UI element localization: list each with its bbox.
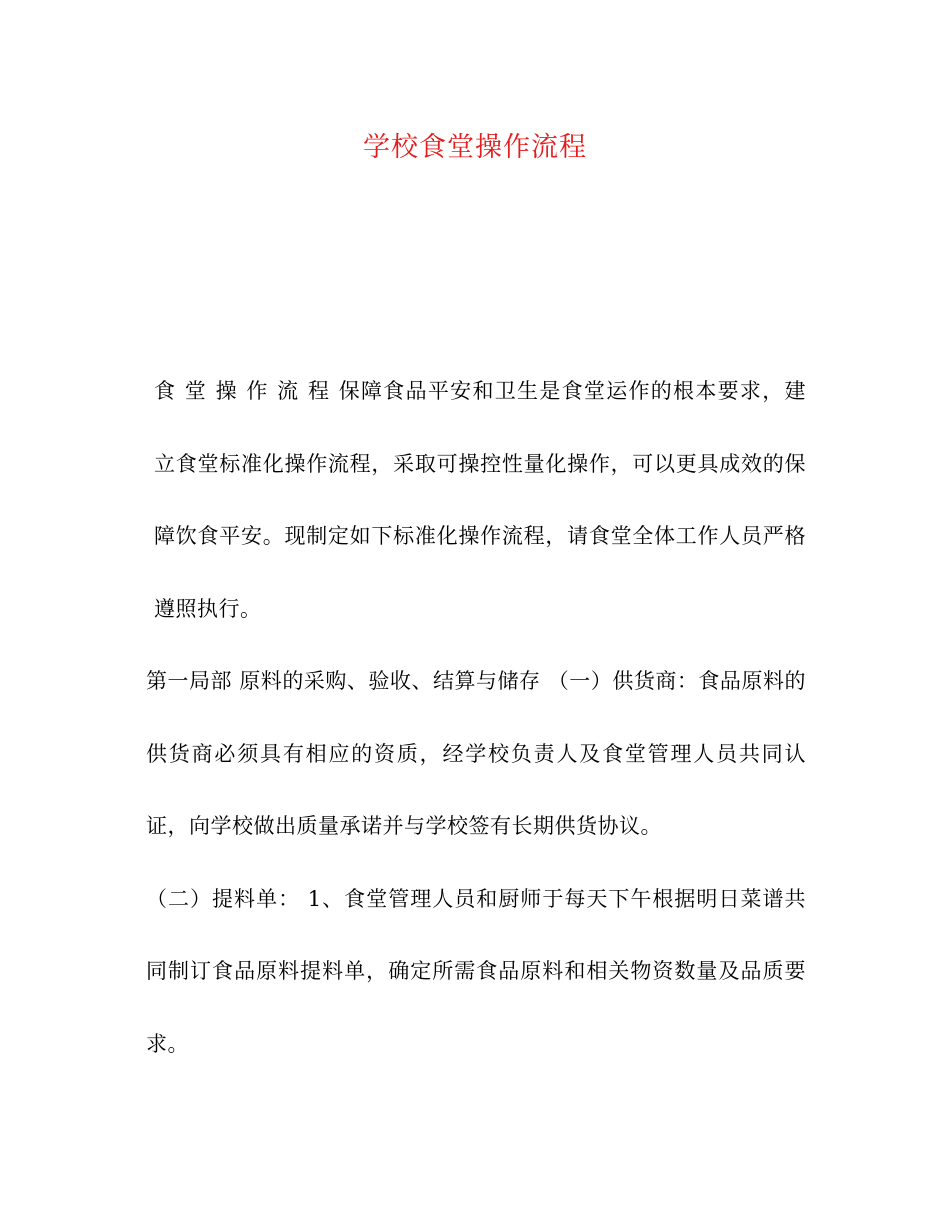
section-1-paragraph: 第一局部 原料的采购、验收、结算与储存 （一）供货商：食品原料的供货商必须具有相应的资质，经学校负责人及食堂管理人员共同认证，向学校做出质量承诺并与学校签有长期供货协议。 bbox=[146, 669, 806, 838]
intro-text: 保障食品平安和卫生是食堂运作的根本要求，建立食堂标准化操作流程，采取可操控性量化操作，可以更具成效的保障饮食平安。现制定如下标准化操作流程，请食堂全体工作人员严格遵照执行。 bbox=[154, 379, 807, 621]
section-2-paragraph: （二）提料单： 1、食堂管理人员和厨师于每天下午根据明日菜谱共同制订食品原料提料单，确定所需食品原料和相关物资数量及品质要求。 bbox=[146, 886, 806, 1056]
document-title: 学校食堂操作流程 bbox=[363, 132, 587, 163]
intro-paragraph bbox=[146, 355, 806, 645]
document-body bbox=[146, 355, 806, 1080]
intro-heading: 食堂操作流程 bbox=[154, 379, 339, 403]
